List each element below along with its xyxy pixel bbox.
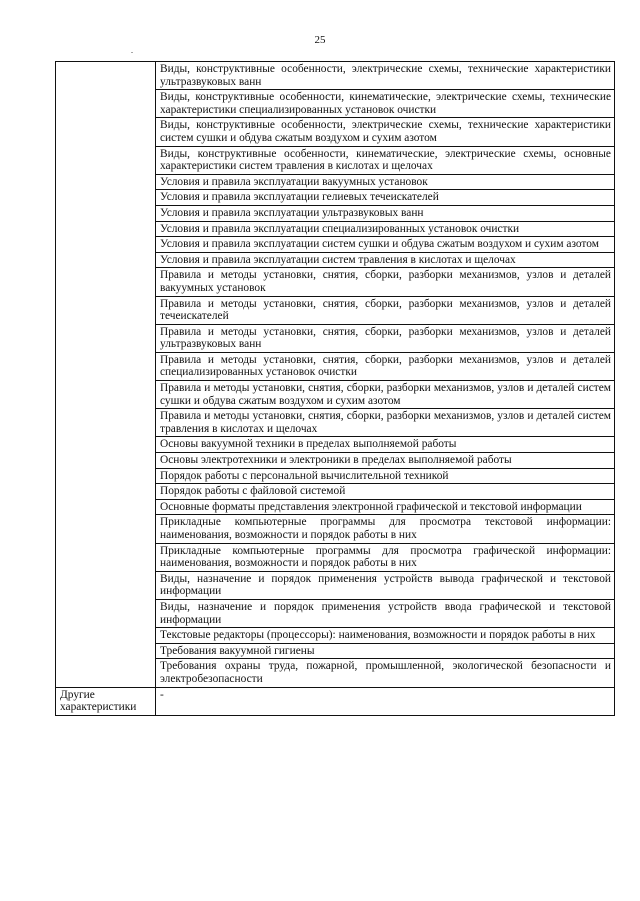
requirement-cell: Порядок работы с персональной вычислительной техникой <box>156 468 615 484</box>
requirement-cell: Порядок работы с файловой системой <box>156 484 615 500</box>
requirement-cell: Требования вакуумной гигиены <box>156 643 615 659</box>
requirement-cell: Правила и методы установки, снятия, сборки, разборки механизмов, узлов и деталей систем травления в кислотах и щелочах <box>156 409 615 437</box>
page-number: 25 <box>314 34 326 46</box>
requirement-cell: Виды, конструктивные особенности, кинематические, электрические схемы, технические характеристики специализированных установок очистки <box>156 90 615 118</box>
requirements-table <box>55 61 615 716</box>
requirement-cell: Основы вакуумной техники в пределах выполняемой работы <box>156 437 615 453</box>
requirement-cell: Условия и правила эксплуатации систем травления в кислотах и щелочах <box>156 252 615 268</box>
table-row <box>56 62 615 90</box>
requirement-cell: Требования охраны труда, пожарной, промышленной, экологической безопасности и электробезопасности <box>156 659 615 687</box>
other-characteristics-value: - <box>156 687 615 715</box>
requirement-cell: Виды, конструктивные особенности, кинематические, электрические схемы, основные характеристики систем травления в кислотах и щелочах <box>156 146 615 174</box>
requirement-cell: Правила и методы установки, снятия, сборки, разборки механизмов, узлов и деталей течеискателей <box>156 296 615 324</box>
requirement-cell: Основы электротехники и электроники в пределах выполняемой работы <box>156 453 615 469</box>
requirement-cell: Условия и правила эксплуатации вакуумных установок <box>156 174 615 190</box>
requirement-cell: Правила и методы установки, снятия, сборки, разборки механизмов, узлов и деталей ультразвуковых ванн <box>156 324 615 352</box>
requirement-cell: Виды, назначение и порядок применения устройств вывода графической и текстовой информации <box>156 571 615 599</box>
requirement-cell: Основные форматы представления электронной графической и текстовой информации <box>156 499 615 515</box>
requirement-cell: Прикладные компьютерные программы для просмотра текстовой информации: наименования, возможности и порядок работы в них <box>156 515 615 543</box>
requirement-cell: Прикладные компьютерные программы для просмотра графической информации: наименования, возможности и порядок работы в них <box>156 543 615 571</box>
requirement-cell: Правила и методы установки, снятия, сборки, разборки механизмов, узлов и деталей систем сушки и обдува сжатым воздухом и сухим азотом <box>156 381 615 409</box>
requirement-cell: Условия и правила эксплуатации ультразвуковых ванн <box>156 205 615 221</box>
requirements-table-body <box>56 62 615 716</box>
other-characteristics-label: Другие характеристики <box>56 687 156 715</box>
requirement-cell: Правила и методы установки, снятия, сборки, разборки механизмов, узлов и деталей вакуумных установок <box>156 268 615 296</box>
other-characteristics-row <box>56 687 615 715</box>
requirement-cell: Виды, конструктивные особенности, электрические схемы, технические характеристики систем сушки и обдува сжатым воздухом и сухим азотом <box>156 118 615 146</box>
scan-speck: . <box>131 46 133 55</box>
requirement-cell: Условия и правила эксплуатации гелиевых течеискателей <box>156 190 615 206</box>
requirement-cell: Текстовые редакторы (процессоры): наименования, возможности и порядок работы в них <box>156 628 615 644</box>
requirement-cell: Условия и правила эксплуатации специализированных установок очистки <box>156 221 615 237</box>
requirement-cell: Виды, конструктивные особенности, электрические схемы, технические характеристики ультразвуковых ванн <box>156 62 615 90</box>
requirement-cell: Правила и методы установки, снятия, сборки, разборки механизмов, узлов и деталей специализированных установок очистки <box>156 352 615 380</box>
requirement-cell: Виды, назначение и порядок применения устройств ввода графической и текстовой информации <box>156 599 615 627</box>
requirement-cell: Условия и правила эксплуатации систем сушки и обдува сжатым воздухом и сухим азотом <box>156 237 615 253</box>
section-label-cell <box>56 62 156 688</box>
